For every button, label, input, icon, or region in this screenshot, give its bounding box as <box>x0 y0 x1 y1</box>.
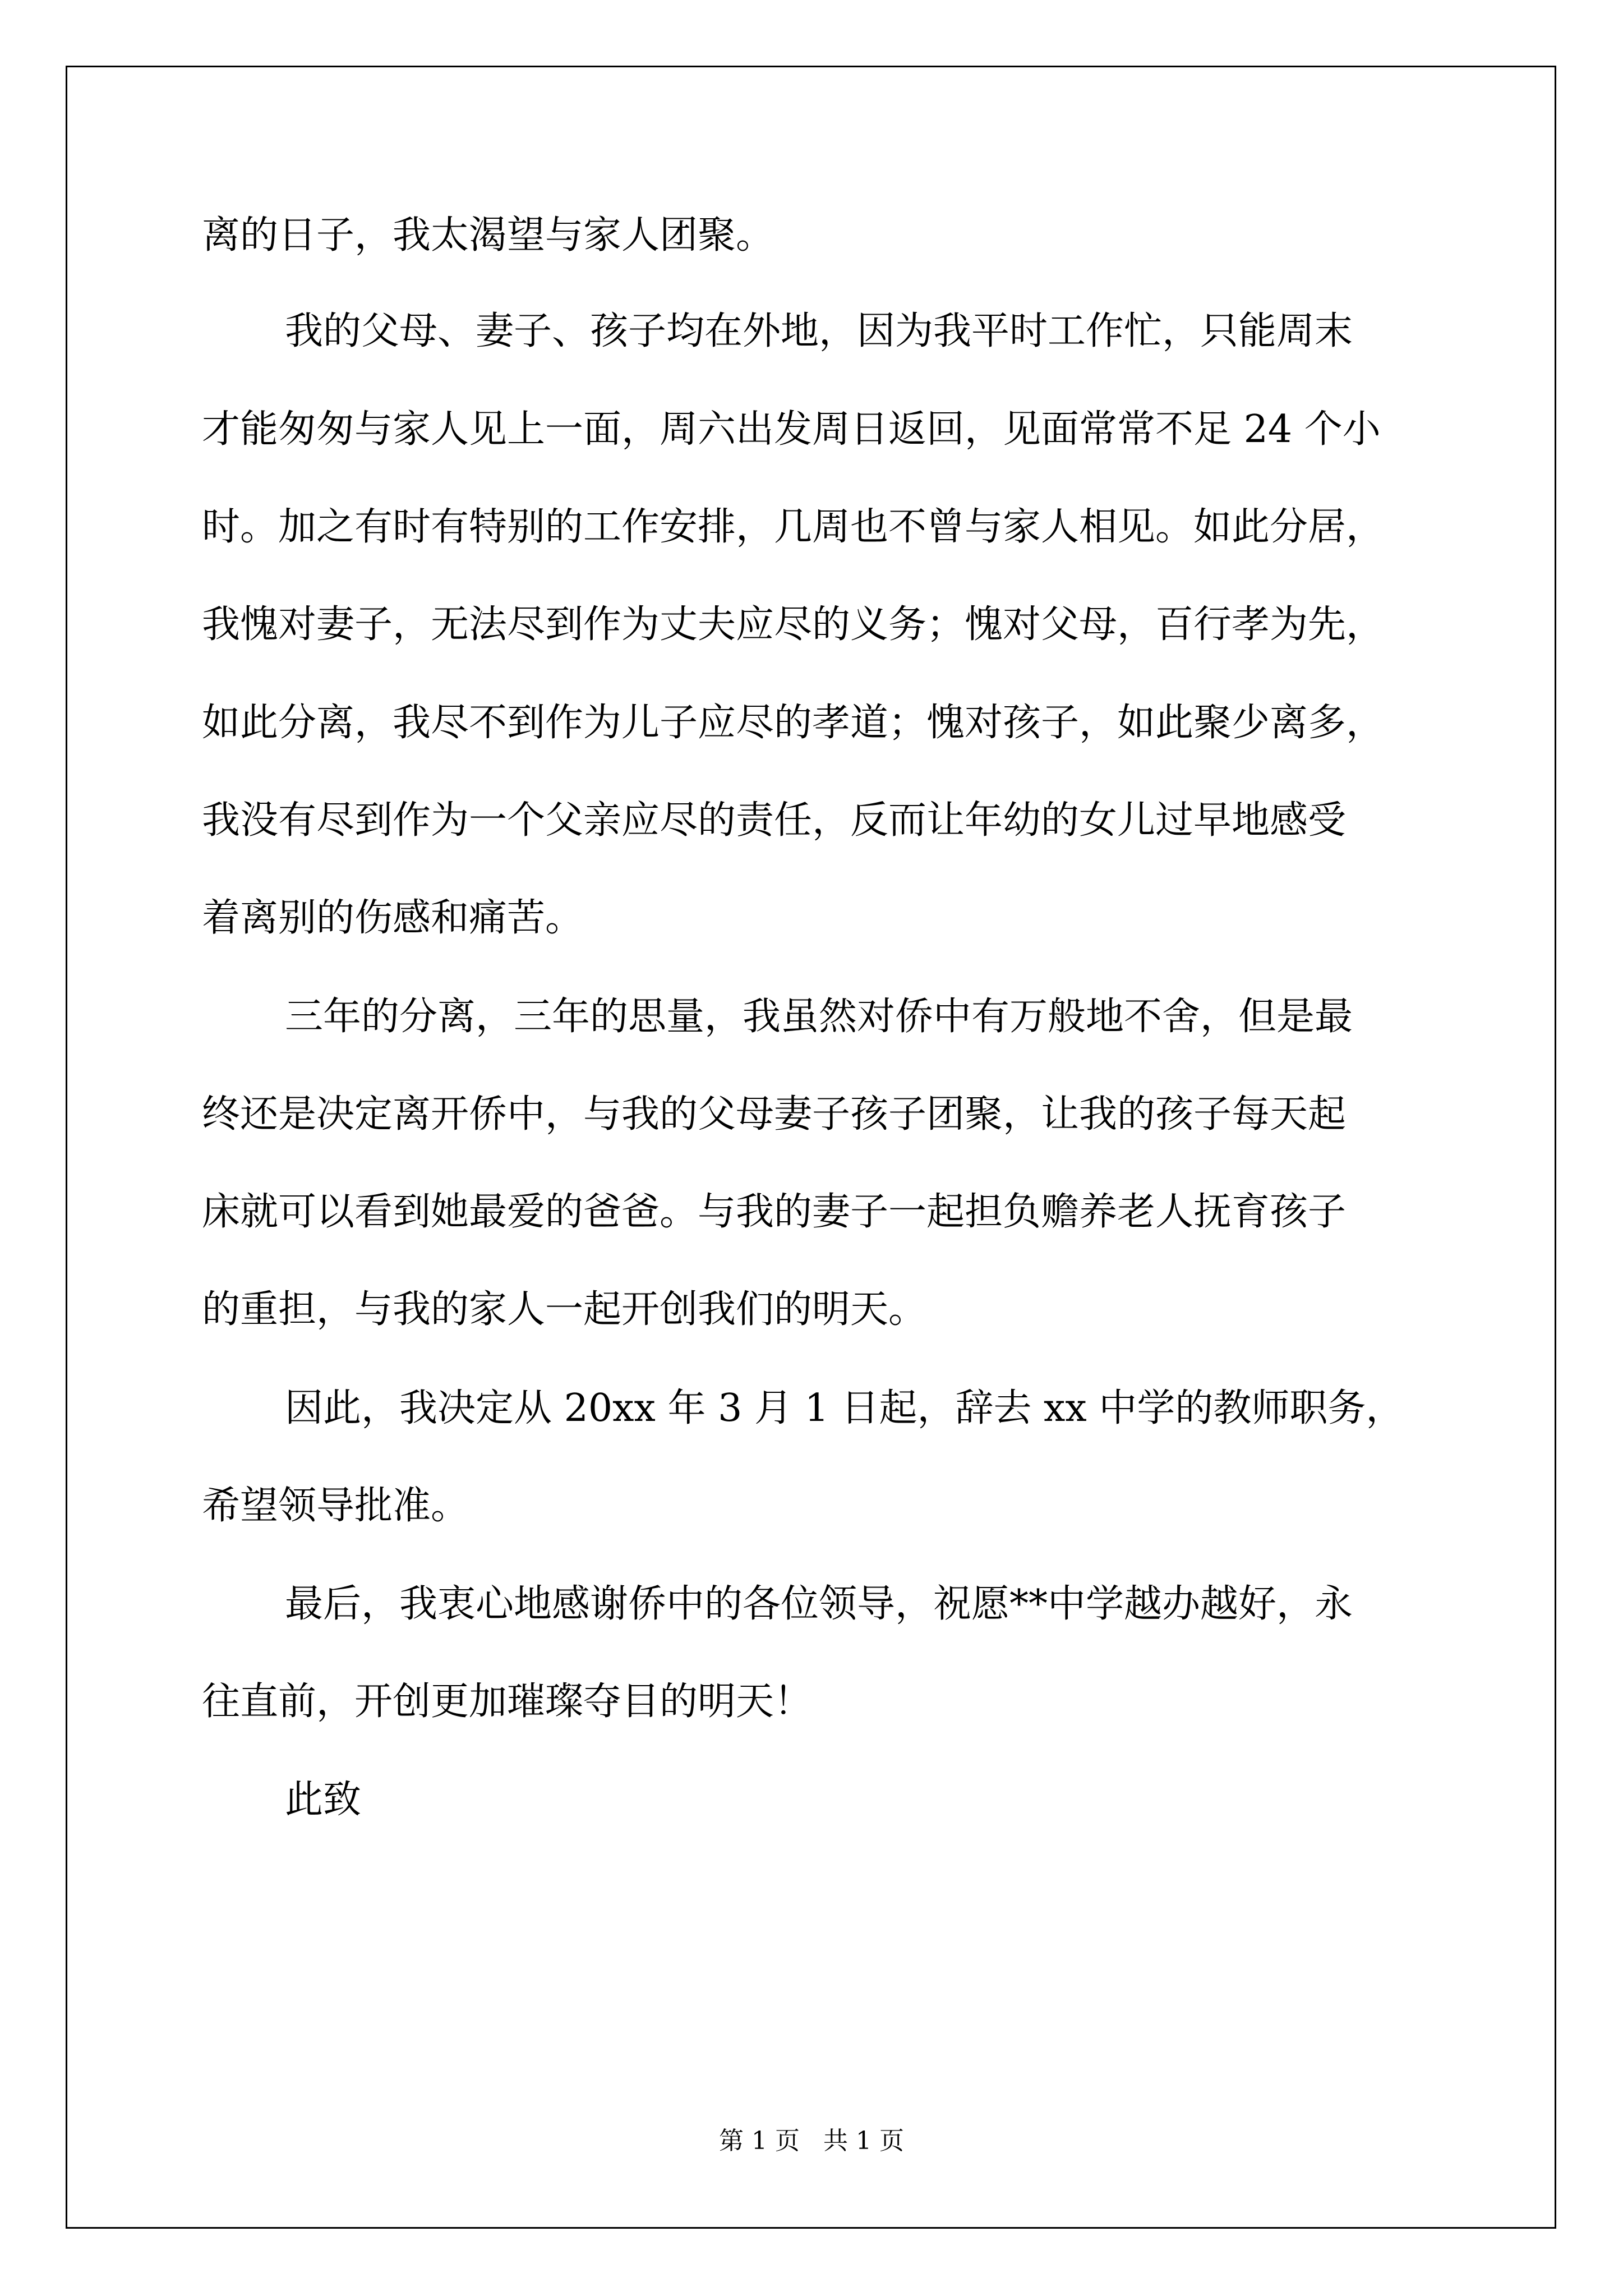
text-line: 我愧对妻子，无法尽到作为丈夫应尽的义务；愧对父母，百行孝为先， <box>202 602 1385 647</box>
text-line: 希望领导批准。 <box>202 1484 469 1528</box>
text-line: 最后，我衷心地感谢侨中的各位领导，祝愿**中学越办越好，永 <box>285 1582 1353 1626</box>
text-line: 此致 <box>285 1778 362 1822</box>
text-line: 的重担，与我的家人一起开创我们的明天。 <box>202 1287 927 1332</box>
text-line: 终还是决定离开侨中，与我的父母妻子孩子团聚，让我的孩子每天起 <box>202 1092 1347 1137</box>
text-line: 因此，我决定从 20xx 年 3 月 1 日起，辞去 xx 中学的教师职务， <box>285 1386 1404 1430</box>
text-line: 三年的分离，三年的思量，我虽然对侨中有万般地不舍，但是最 <box>285 995 1353 1039</box>
text-line: 我的父母、妻子、孩子均在外地，因为我平时工作忙，只能周末 <box>285 309 1353 353</box>
text-line: 离的日子，我太渴望与家人团聚。 <box>202 213 774 257</box>
page-border <box>66 66 1556 2229</box>
text-line: 往直前，开创更加璀璨夺目的明天！ <box>202 1680 813 1724</box>
text-line: 时。加之有时有特别的工作安排，几周也不曾与家人相见。如此分居， <box>202 505 1385 549</box>
text-line: 才能匆匆与家人见上一面，周六出发周日返回，见面常常不足 24 个小 <box>202 407 1381 452</box>
text-line: 如此分离，我尽不到作为儿子应尽的孝道；愧对孩子，如此聚少离多， <box>202 701 1385 745</box>
text-line: 着离别的伤感和痛苦。 <box>202 896 584 940</box>
page-number-footer: 第 1 页 共 1 页 <box>719 2127 904 2155</box>
text-line: 我没有尽到作为一个父亲应尽的责任，反而让年幼的女儿过早地感受 <box>202 798 1347 843</box>
text-line: 床就可以看到她最爱的爸爸。与我的妻子一起担负赡养老人抚育孩子 <box>202 1190 1347 1234</box>
